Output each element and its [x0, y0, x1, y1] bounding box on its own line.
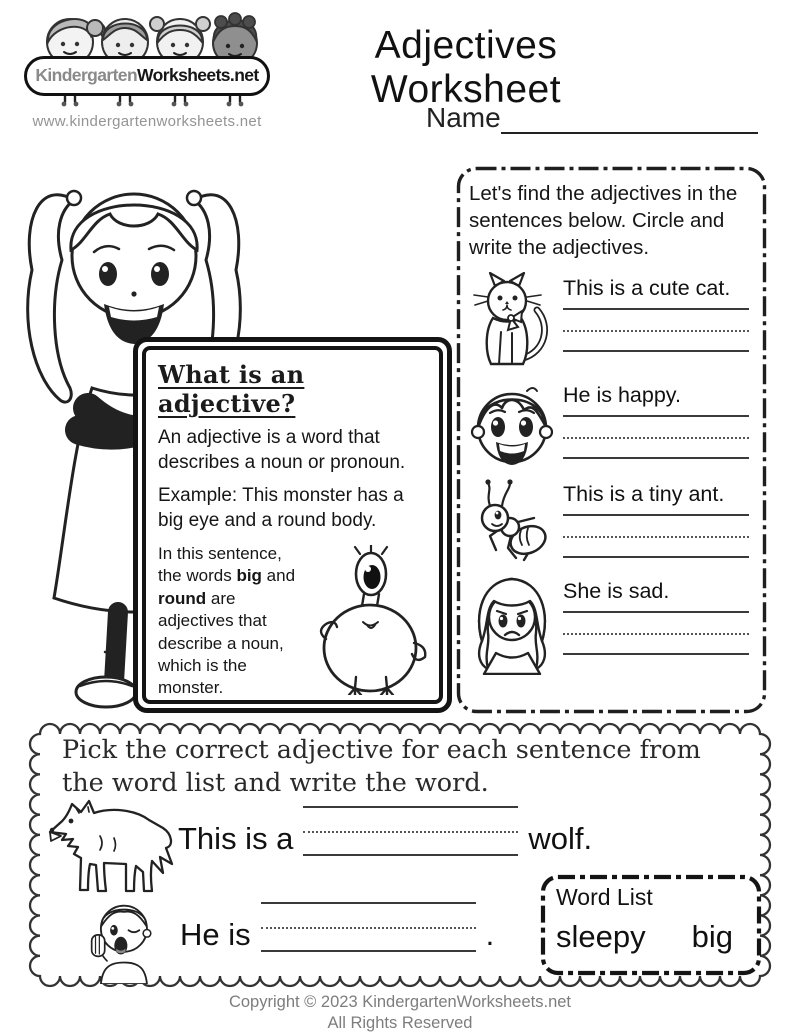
- writing-line-bottom: [563, 653, 749, 655]
- wolf-icon: [44, 796, 176, 904]
- adjective-sign-inner: [142, 346, 443, 704]
- writing-line-bottom: [563, 556, 749, 558]
- footer-copyright: Copyright © 2023 KindergartenWorksheets.net: [228, 993, 572, 1011]
- site-logo: [24, 6, 270, 130]
- writing-line-top: [563, 308, 749, 310]
- sign-example: Example: This monster has a big eye and a round body.: [158, 485, 404, 532]
- exercise2-instructions: Pick the correct adjective for each sentence from the word list and write the word.: [62, 735, 701, 799]
- writing-line-middle: [563, 330, 749, 332]
- writing-lines[interactable]: [563, 308, 749, 352]
- sentence-text: This is a cute cat.: [563, 276, 731, 301]
- exercise2-row-wolf: [178, 806, 592, 856]
- writing-line-middle: [563, 633, 749, 635]
- explanation-bold-round: round: [158, 588, 207, 608]
- writing-line-top: [563, 514, 749, 516]
- cat-icon: [469, 272, 555, 368]
- sentence-text: She is sad.: [563, 579, 670, 604]
- word-list-title: Word List: [556, 884, 653, 910]
- page-footer: [0, 992, 800, 1033]
- writing-line-bottom: [303, 854, 518, 856]
- exercise-row-happy-boy: [469, 379, 753, 467]
- explanation-text-3: are adjectives that describe a noun, which is the monster.: [158, 588, 284, 698]
- word-list-word: big: [691, 919, 733, 954]
- sentence-before: This is a: [178, 821, 294, 856]
- exercise1-panel: [456, 166, 767, 714]
- word-list-word: sleepy: [556, 919, 646, 954]
- exercise-row-ant: [469, 478, 753, 564]
- sentence-before: He is: [180, 917, 251, 952]
- exercise-row-sad-girl: [469, 575, 753, 675]
- writing-lines[interactable]: [563, 514, 749, 558]
- yawning-boy-icon: [76, 898, 168, 989]
- name-label: Name: [426, 102, 501, 133]
- writing-line-middle: [303, 831, 518, 833]
- ant-icon: [469, 478, 555, 564]
- exercise2-row-sleepy: [180, 902, 494, 952]
- sentence-after: .: [485, 917, 495, 952]
- explanation-bold-big: big: [236, 566, 262, 586]
- writing-lines[interactable]: [563, 611, 749, 655]
- sad-girl-icon: [469, 575, 555, 675]
- name-line[interactable]: [501, 100, 758, 134]
- answer-blank[interactable]: [261, 902, 476, 952]
- writing-line-top: [261, 902, 476, 904]
- page-title: Adjectives Worksheet: [370, 24, 562, 111]
- footer-rights: All Rights Reserved: [327, 1013, 473, 1032]
- writing-line-top: [563, 611, 749, 613]
- logo-feet-icon: [35, 95, 260, 108]
- logo-brand-gray: Kindergarten: [35, 65, 138, 85]
- writing-line-middle: [563, 536, 749, 538]
- writing-lines[interactable]: [563, 415, 749, 459]
- happy-boy-icon: [469, 379, 555, 467]
- word-list-words: [556, 919, 746, 955]
- logo-brand-black: Worksheets.net: [137, 65, 259, 85]
- name-row: [426, 100, 758, 134]
- writing-line-bottom: [261, 950, 476, 952]
- sentence-after: wolf.: [528, 821, 593, 856]
- explanation-text-1: In this sentence, the words: [158, 543, 282, 586]
- sentence-text: This is a tiny ant.: [563, 482, 725, 507]
- monster-icon: [313, 545, 427, 695]
- writing-line-bottom: [563, 457, 749, 459]
- sign-heading: What is an adjective?: [158, 360, 305, 418]
- sign-definition: An adjective is a word that describes a noun or pronoun.: [158, 427, 406, 473]
- writing-line-middle: [563, 437, 749, 439]
- exercise2-panel: [28, 722, 772, 988]
- sentence-text: He is happy.: [563, 383, 681, 408]
- writing-line-top: [303, 806, 518, 808]
- writing-line-bottom: [563, 350, 749, 352]
- logo-banner: [24, 56, 270, 96]
- word-list-box: [540, 874, 762, 976]
- writing-line-middle: [261, 927, 476, 929]
- explanation-text-2: and: [261, 566, 296, 586]
- writing-line-top: [563, 415, 749, 417]
- sign-explanation: [158, 543, 427, 700]
- answer-blank[interactable]: [303, 806, 518, 856]
- exercise1-instructions: Let's find the adjectives in the sentences below. Circle and write the adjectives.: [469, 182, 738, 260]
- exercise-row-cat: [469, 272, 753, 368]
- adjective-sign: [133, 337, 452, 713]
- logo-url: www.kindergartenworksheets.net: [32, 113, 262, 130]
